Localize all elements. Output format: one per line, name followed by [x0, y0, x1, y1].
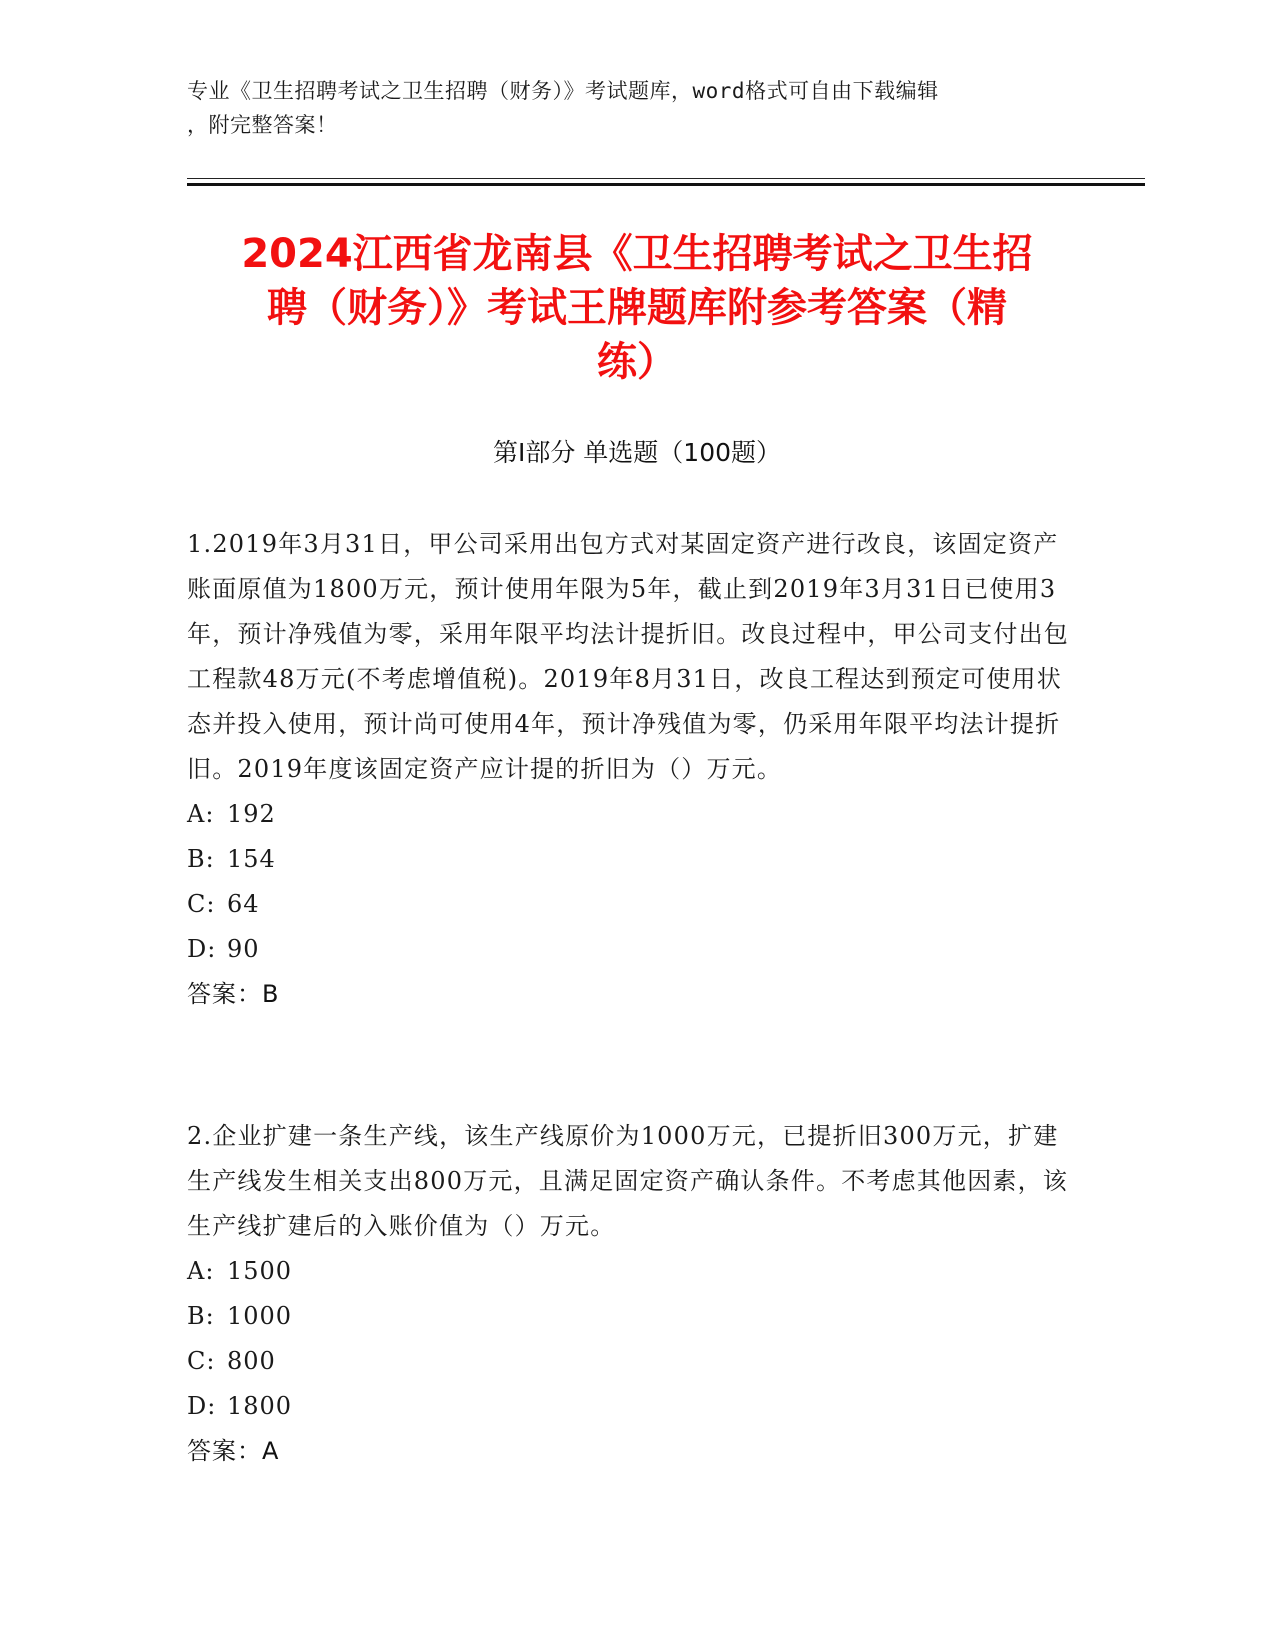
answer-key: 答案：B: [187, 980, 280, 1008]
question-stem: [187, 522, 1077, 792]
document-title-line-3: 练）: [597, 339, 677, 385]
question-text: 企业扩建一条生产线，该生产线原价为1000万元，已提折旧300万元，扩建生产线发生相关支出800万元，且满足固定资产确认条件。不考虑其他因素，该生产线扩建后的入账价值为（）万元。: [187, 1122, 1069, 1240]
option-c: [187, 882, 1077, 927]
header-note-line-2: ，附完整答案！: [187, 113, 338, 137]
header-note: [187, 74, 1067, 142]
option-letter: D:: [187, 1392, 217, 1420]
option-value: 1500: [227, 1257, 293, 1285]
option-letter: C:: [187, 1347, 216, 1375]
question-number: 1.: [187, 530, 213, 558]
document-title-line-1: 2024江西省龙南县《卫生招聘考试之卫生招: [241, 231, 1033, 277]
option-a: [187, 792, 1077, 837]
header-divider-thin: [187, 178, 1145, 179]
section-heading: 第Ⅰ部分 单选题（100题）: [492, 438, 782, 467]
question-2: [187, 1114, 1077, 1474]
option-value: 90: [227, 935, 260, 963]
document-title: [187, 227, 1087, 389]
option-value: 192: [227, 800, 276, 828]
question-number: 2.: [187, 1122, 213, 1150]
option-c: [187, 1339, 1077, 1384]
option-value: 154: [227, 845, 276, 873]
option-letter: A:: [187, 800, 215, 828]
header-divider-thick: [187, 183, 1145, 186]
question-stem: [187, 1114, 1077, 1249]
option-value: 64: [227, 890, 260, 918]
option-value: 1800: [227, 1392, 293, 1420]
answer-key: 答案：A: [187, 1437, 280, 1465]
option-letter: D:: [187, 935, 217, 963]
option-value: 800: [227, 1347, 276, 1375]
question-1: [187, 522, 1077, 1017]
option-letter: A:: [187, 1257, 215, 1285]
option-letter: B:: [187, 845, 215, 873]
document-title-line-2: 聘（财务）》考试王牌题库附参考答案（精: [267, 285, 1007, 331]
option-letter: C:: [187, 890, 216, 918]
option-letter: B:: [187, 1302, 215, 1330]
option-b: [187, 1294, 1077, 1339]
option-d: [187, 1384, 1077, 1429]
option-d: [187, 927, 1077, 972]
header-note-line-1: 专业《卫生招聘考试之卫生招聘（财务）》考试题库，word格式可自由下载编辑: [187, 79, 939, 103]
option-b: [187, 837, 1077, 882]
option-a: [187, 1249, 1077, 1294]
option-value: 1000: [227, 1302, 293, 1330]
question-text: 2019年3月31日，甲公司采用出包方式对某固定资产进行改良，该固定资产账面原值为1800万元，预计使用年限为5年，截止到2019年3月31日已使用3年，预计净残值为零，采用年限平均法计提折旧。改良过程中，甲公司支付出包工程款48万元(不考虑增值税)。2019年8月31日，改良工程达到预定可使用状态并投入使用，预计尚可使用4年，预计净残值为零，仍采用年限平均法计提折旧。2019年度该固定资产应计提的折旧为（）万元。: [187, 530, 1069, 783]
